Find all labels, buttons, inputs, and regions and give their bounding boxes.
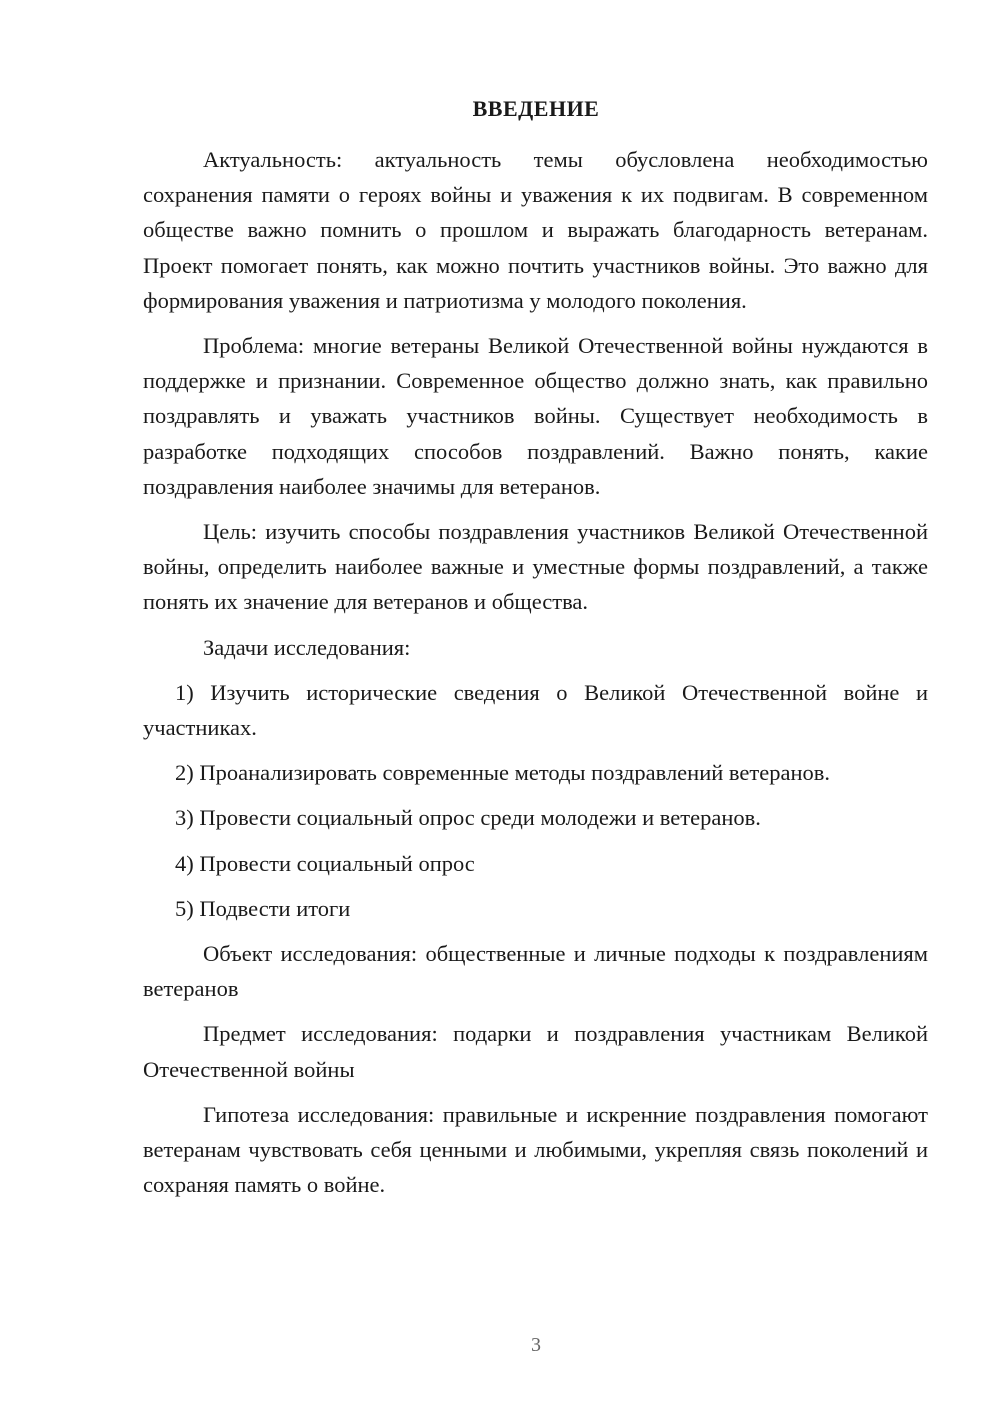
goal-paragraph: Цель: изучить способы поздравления участников Великой Отечественной войны, определить наиболее важные и уместные формы поздравлений, а также понять их значение для ветеранов и общества. bbox=[143, 519, 928, 615]
object-paragraph: Объект исследования: общественные и личные подходы к поздравлениям ветеранов bbox=[143, 941, 928, 1002]
document-body bbox=[143, 142, 928, 1212]
hypothesis-paragraph: Гипотеза исследования: правильные и искренние поздравления помогают ветеранам чувствовать себя ценными и любимыми, укрепляя связь поколений и сохраняя память о войне. bbox=[143, 1101, 928, 1198]
task-item: 3) Провести социальный опрос среди молодежи и ветеранов. bbox=[175, 805, 761, 831]
task-item: 4) Провести социальный опрос bbox=[175, 850, 475, 876]
subject-paragraph: Предмет исследования: подарки и поздравления участникам Великой Отечественной войны bbox=[143, 1021, 928, 1082]
section-title: ВВЕДЕНИЕ bbox=[472, 96, 600, 121]
problem-paragraph: Проблема: многие ветераны Великой Отечественной войны нуждаются в поддержке и признании. Современное общество должно знать, как правильно поздравлять и уважать участников войны. Существует необходимость в разработке подходящих способов поздравлений. Важно понять, какие поздравления наиболее значимы для ветеранов. bbox=[143, 333, 928, 499]
task-item: 5) Подвести итоги bbox=[175, 895, 351, 921]
relevance-paragraph: Актуальность: актуальность темы обусловлена необходимостью сохранения памяти о героях войны и уважения к их подвигам. В современном обществе важно помнить о прошлом и выражать благодарность ветеранам. Проект помогает понять, как можно почтить участников войны. Это важно для формирования уважения и патриотизма у молодого поколения. bbox=[143, 147, 928, 313]
task-item: 1) Изучить исторические сведения о Великой Отечественной войне и участниках. bbox=[143, 679, 928, 741]
page-number: 3 bbox=[531, 1334, 541, 1356]
tasks-heading: Задачи исследования: bbox=[203, 634, 411, 660]
task-item: 2) Проанализировать современные методы поздравлений ветеранов. bbox=[175, 760, 830, 786]
